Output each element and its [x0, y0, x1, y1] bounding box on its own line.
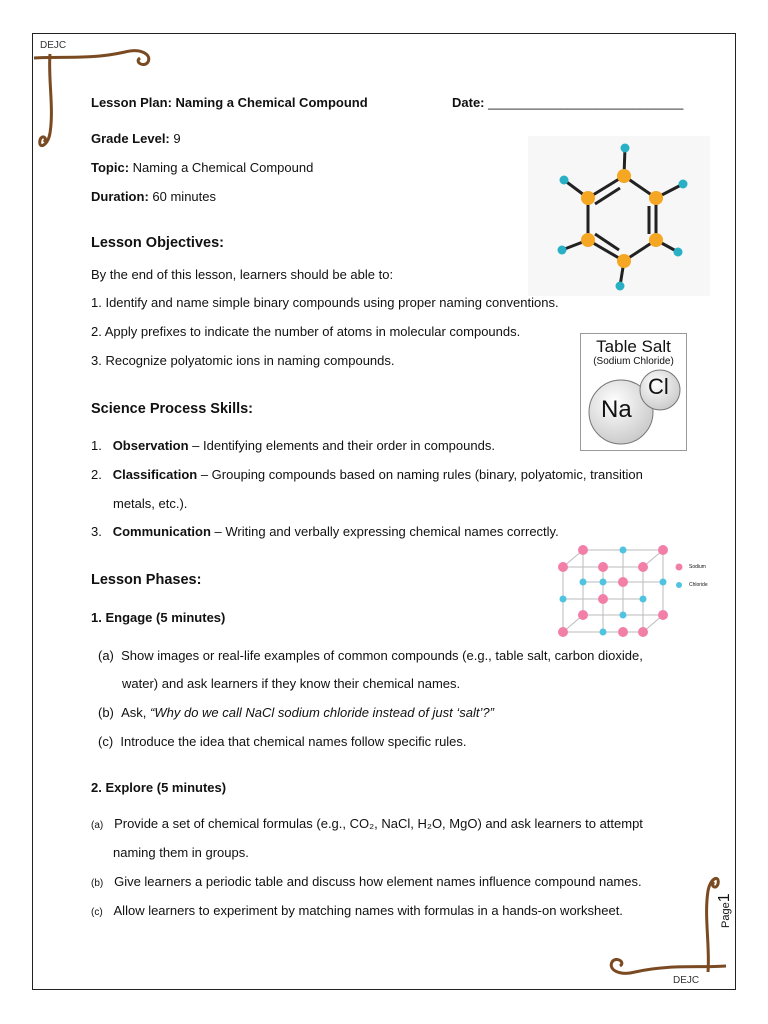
- engage-item: (a) Show images or real-life examples of common compounds (e.g., table salt, carbon dioxide,: [98, 648, 643, 663]
- lesson-title: Lesson Plan: Naming a Chemical Compound: [91, 95, 368, 110]
- objectives-intro: By the end of this lesson, learners should be able to:: [91, 267, 394, 282]
- ornament-top-tag: DEJC: [40, 40, 67, 51]
- explore-item-continuation: naming them in groups.: [113, 845, 249, 860]
- engage-item-continuation: water) and ask learners if they know their chemical names.: [122, 676, 461, 691]
- skill-item: 2. Classification – Grouping compounds based on naming rules (binary, polyatomic, transition: [91, 467, 643, 482]
- skill-item: 1. Observation – Identifying elements and their order in compounds.: [91, 438, 495, 453]
- duration: Duration: 60 minutes: [91, 189, 216, 204]
- explore-title: 2. Explore (5 minutes): [91, 780, 227, 795]
- engage-title: 1. Engage (5 minutes): [91, 610, 226, 625]
- phases-heading: Lesson Phases:: [91, 572, 202, 588]
- skills-heading: Science Process Skills:: [91, 401, 254, 417]
- nacl-lattice-image: [553, 542, 713, 642]
- table-salt-image: [580, 333, 687, 451]
- benzene-molecule-image: [528, 136, 710, 296]
- skill-item-continuation: metals, etc.).: [113, 496, 188, 511]
- salt-subtitle: (Sodium Chloride): [593, 356, 674, 367]
- skill-item: 3. Communication – Writing and verbally expressing chemical names correctly.: [91, 524, 559, 539]
- explore-item: (b) Give learners a periodic table and discuss how element names influence compound names.: [91, 874, 642, 889]
- lattice-legend-chloride: Chloride: [689, 582, 708, 588]
- lattice-legend-sodium: Sodium: [689, 564, 706, 570]
- topic: Topic: Naming a Chemical Compound: [91, 160, 314, 175]
- ornament-bottom-tag: DEJC: [673, 975, 700, 986]
- date-line: ___________________________: [488, 95, 684, 110]
- salt-cl: Cl: [648, 374, 669, 399]
- page-number: 1: [716, 893, 733, 903]
- objectives-heading: Lesson Objectives:: [91, 235, 224, 251]
- grade-level: Grade Level: 9: [91, 131, 181, 146]
- engage-item: (b) Ask, “Why do we call NaCl sodium chloride instead of just ‘salt’?”: [98, 705, 494, 720]
- engage-item: (c) Introduce the idea that chemical names follow specific rules.: [98, 734, 467, 749]
- objective-item: 3. Recognize polyatomic ions in naming compounds.: [91, 353, 395, 368]
- page-label: Page: [720, 902, 732, 928]
- date-label: Date:: [452, 95, 485, 110]
- explore-item: (c) Allow learners to experiment by matching names with formulas in a hands-on worksheet.: [91, 903, 623, 918]
- objective-item: 1. Identify and name simple binary compounds using proper naming conventions.: [91, 295, 559, 310]
- page-number-block: [716, 888, 736, 928]
- explore-item: (a) Provide a set of chemical formulas (e.g., CO₂, NaCl, H₂O, MgO) and ask learners to attempt: [91, 816, 643, 831]
- objective-item: 2. Apply prefixes to indicate the number of atoms in molecular compounds.: [91, 324, 521, 339]
- salt-na: Na: [601, 396, 632, 423]
- salt-title: Table Salt: [596, 337, 671, 356]
